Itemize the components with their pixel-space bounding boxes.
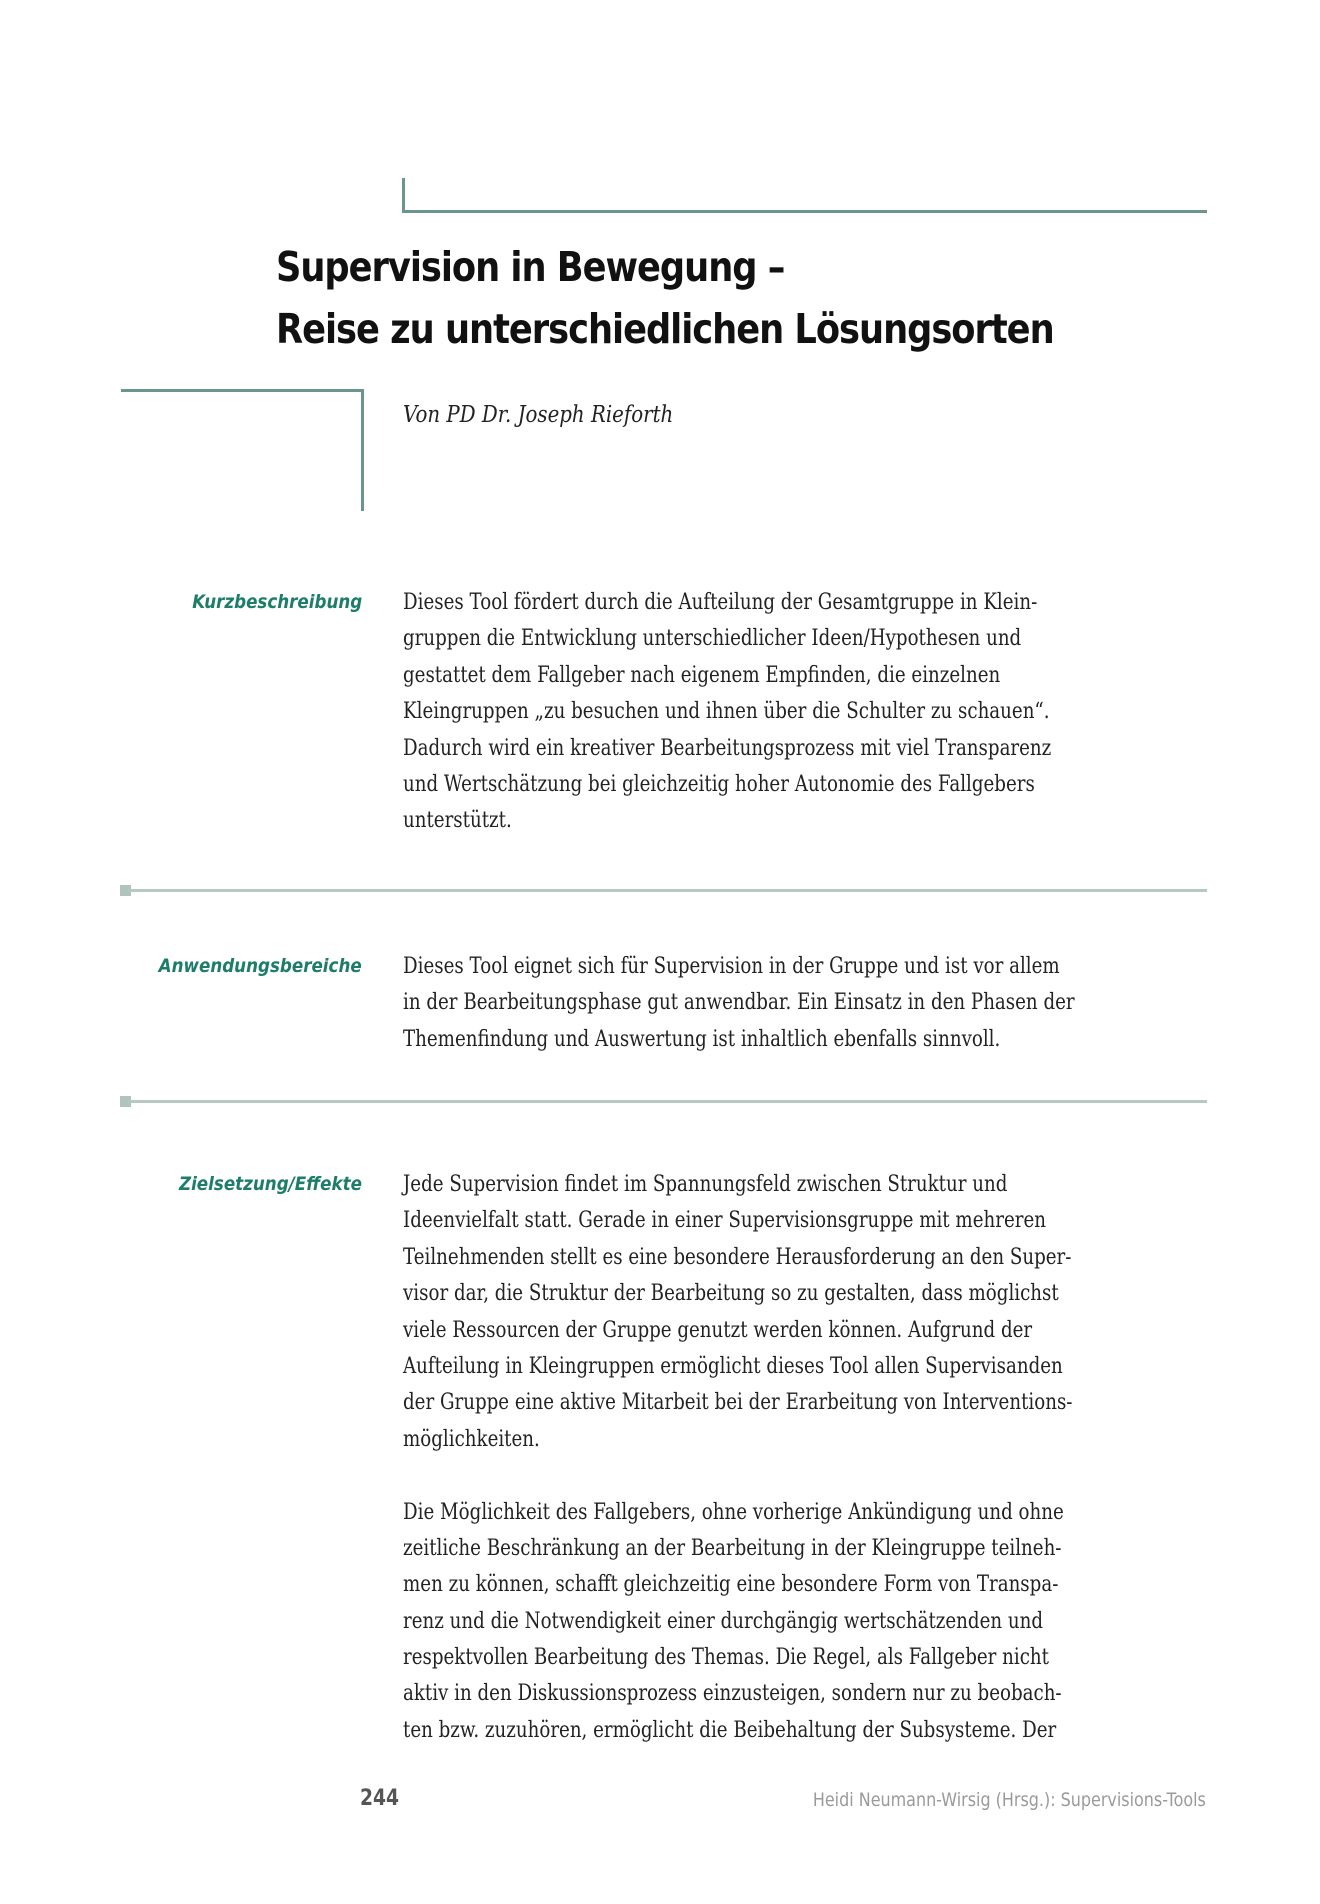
text-line: Kleingruppen „zu besuchen und ihnen über die Schulter zu schauen“. [403,698,1050,725]
section-divider [128,889,1207,892]
section-body [403,1166,1223,1748]
text-line: möglichkeiten. [403,1425,540,1452]
text-line: Die Möglichkeit des Fallgebers, ohne vorherige Ankündigung und ohne [403,1498,1064,1525]
text-line: Dieses Tool fördert durch die Aufteilung der Gesamtgruppe in Klein- [403,589,1038,615]
text-line: men zu können, schafft gleichzeitig eine besondere Form von Transpa- [403,1571,1059,1598]
text-line: Aufteilung in Kleingruppen ermöglicht dieses Tool allen Supervisanden [403,1352,1063,1379]
text-line: respektvollen Bearbeitung des Themas. Die Regel, als Fallgeber nicht [403,1644,1049,1671]
text-line: Dieses Tool eignet sich für Supervision in der Gruppe und ist vor allem [403,953,1060,979]
section-label: Zielsetzung/Effekte [179,1173,362,1195]
text-line: visor dar, die Struktur der Bearbeitung so zu gestalten, dass möglichst [403,1280,1059,1307]
text-line: viele Ressourcen der Gruppe genutzt werden können. Aufgrund der [403,1316,1033,1343]
section-body [403,948,1223,1057]
text-line: gruppen die Entwicklung unterschiedlicher Ideen/Hypothesen und [403,625,1022,652]
running-footer-title: Heidi Neumann-Wirsig (Hrsg.): Supervisions-Tools [812,1789,1206,1811]
author-byline: Von PD Dr. Joseph Rieforth [403,402,674,428]
title-line-1: Supervision in Bewegung – [276,243,785,291]
section-body [403,584,1223,839]
text-line: Dadurch wird ein kreativer Bearbeitungsprozess mit viel Transparenz [403,734,1052,761]
text-line: ten bzw. zuzuhören, ermöglicht die Beibehaltung der Subsysteme. Der [403,1716,1057,1743]
text-line: renz und die Notwendigkeit einer durchgängig wertschätzenden und [403,1607,1044,1634]
paragraph [403,1494,1223,1749]
section-label: Anwendungsbereiche [158,955,362,977]
paragraph [403,584,1223,839]
top-bracket-horizontal-rule [402,210,1207,213]
text-line: unterstützt. [403,807,512,834]
text-line: Ideenvielfalt statt. Gerade in einer Supervisionsgruppe mit mehreren [403,1207,1046,1234]
text-line: gestattet dem Fallgeber nach eigenem Empfinden, die einzelnen [403,661,1001,688]
author-bracket-horizontal-rule [121,389,364,392]
section-label: Kurzbeschreibung [191,591,362,613]
paragraph [403,1166,1223,1457]
top-bracket-vertical-rule [402,178,405,213]
section-divider [128,1100,1207,1103]
page-title [276,236,1222,360]
text-line: Themenfindung und Auswertung ist inhaltlich ebenfalls sinnvoll. [403,1025,1001,1052]
text-line: Jede Supervision findet im Spannungsfeld zwischen Struktur und [403,1171,1008,1197]
text-line: Teilnehmenden stellt es eine besondere Herausforderung an den Super- [403,1243,1072,1270]
title-line-2: Reise zu unterschiedlichen Lösungsorten [276,305,1054,353]
text-line: aktiv in den Diskussionsprozess einzusteigen, sondern nur zu beobach- [403,1680,1062,1707]
paragraph [403,948,1223,1057]
text-line: zeitliche Beschränkung an der Bearbeitung in der Kleingruppe teilneh- [403,1534,1062,1561]
text-line: und Wertschätzung bei gleichzeitig hoher Autonomie des Fallgebers [403,770,1035,797]
page-number: 244 [360,1786,400,1811]
text-line: in der Bearbeitungsphase gut anwendbar. Ein Einsatz in den Phasen der [403,989,1075,1016]
text-line: der Gruppe eine aktive Mitarbeit bei der Erarbeitung von Interventions- [403,1389,1073,1416]
author-bracket-vertical-rule [361,389,364,511]
